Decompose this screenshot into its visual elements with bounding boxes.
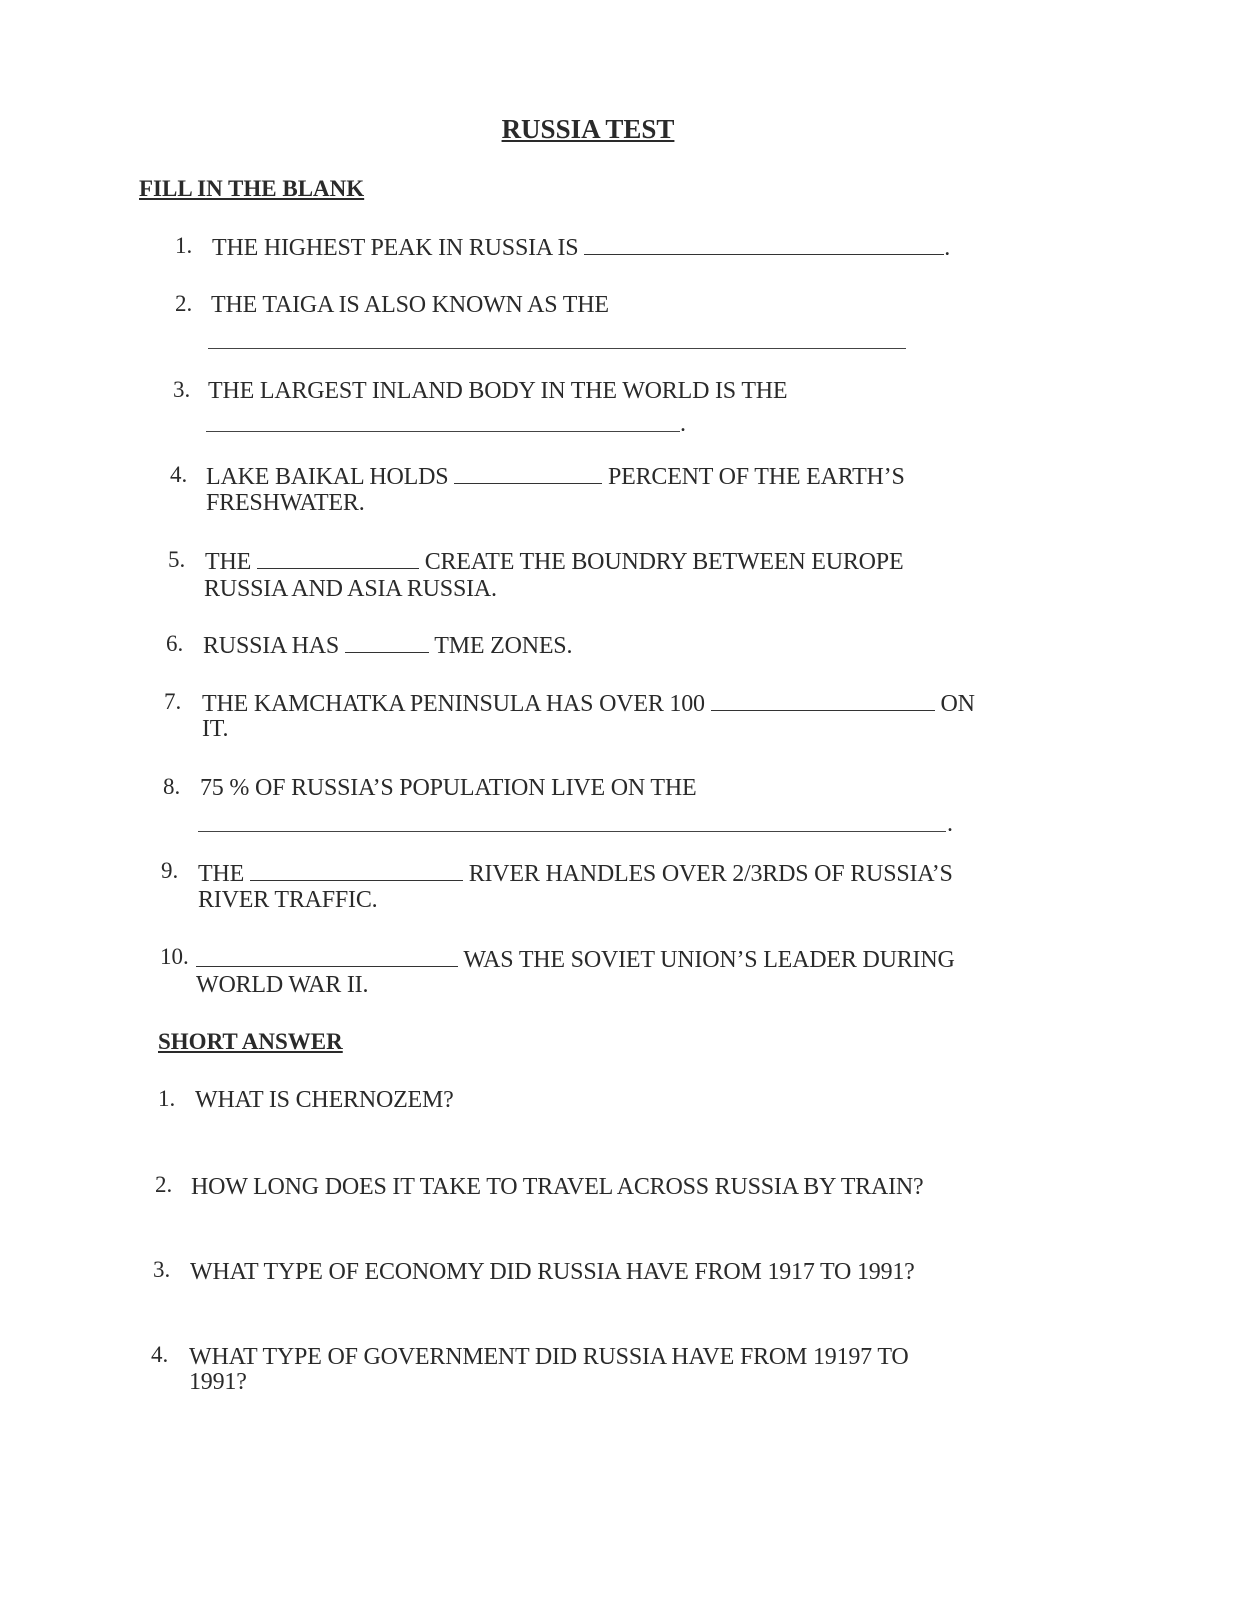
question-5-text-cont: RUSSIA AND ASIA RUSSIA. xyxy=(204,576,497,602)
short-answer-2-text: HOW LONG DOES IT TAKE TO TRAVEL ACROSS RUSSIA BY TRAIN? xyxy=(191,1174,924,1200)
answer-blank[interactable] xyxy=(454,463,602,484)
question-number: 7. xyxy=(164,689,182,714)
question-7-text-cont: IT. xyxy=(202,716,229,742)
question-number: 8. xyxy=(163,774,181,799)
short-answer-3-text: WHAT TYPE OF ECONOMY DID RUSSIA HAVE FROM 1917 TO 1991? xyxy=(190,1259,915,1285)
question-text: TME ZONES. xyxy=(434,633,573,659)
question-number: 4. xyxy=(151,1342,169,1367)
question-number: 9. xyxy=(161,858,179,883)
question-text: PERCENT OF THE EARTH’S xyxy=(607,464,905,490)
question-number: 2. xyxy=(155,1172,173,1197)
question-10-text xyxy=(196,946,955,973)
question-number: 1. xyxy=(175,233,193,258)
answer-blank[interactable] xyxy=(257,548,419,569)
section-heading-short-answer: SHORT ANSWER xyxy=(158,1029,343,1054)
answer-blank[interactable] xyxy=(208,348,906,349)
question-7-text xyxy=(202,690,975,717)
question-8-text: 75 % OF RUSSIA’S POPULATION LIVE ON THE xyxy=(200,775,697,801)
answer-blank[interactable] xyxy=(206,431,680,432)
answer-blank[interactable] xyxy=(198,831,946,832)
question-9-text-cont: RIVER TRAFFIC. xyxy=(198,887,378,913)
question-number: 1. xyxy=(158,1086,176,1111)
question-number: 5. xyxy=(168,547,186,572)
section-heading-fill-in: FILL IN THE BLANK xyxy=(139,176,365,201)
question-1-text xyxy=(212,234,950,261)
question-text: RUSSIA HAS xyxy=(203,633,340,659)
answer-blank[interactable] xyxy=(250,860,463,881)
answer-blank[interactable] xyxy=(711,690,935,711)
question-10-text-cont: WORLD WAR II. xyxy=(196,972,369,998)
question-2-text: THE TAIGA IS ALSO KNOWN AS THE xyxy=(211,292,609,318)
short-answer-4-text: WHAT TYPE OF GOVERNMENT DID RUSSIA HAVE FROM 19197 TO xyxy=(189,1344,909,1370)
short-answer-4-text-cont: 1991? xyxy=(189,1369,247,1395)
question-number: 2. xyxy=(175,291,193,316)
answer-blank[interactable] xyxy=(196,946,458,967)
question-text: THE HIGHEST PEAK IN RUSSIA IS xyxy=(212,235,579,261)
question-3-text: THE LARGEST INLAND BODY IN THE WORLD IS THE xyxy=(208,378,788,404)
question-number: 3. xyxy=(153,1257,171,1282)
period: . xyxy=(680,411,686,437)
question-text: CREATE THE BOUNDRY BETWEEN EUROPE xyxy=(424,549,904,575)
question-number: 3. xyxy=(173,377,191,402)
question-text: THE KAMCHATKA PENINSULA HAS OVER 100 xyxy=(202,691,705,717)
question-number: 10. xyxy=(160,944,189,969)
question-text: RIVER HANDLES OVER 2/3RDS OF RUSSIA’S xyxy=(468,861,953,887)
question-text: ON xyxy=(940,691,975,717)
short-answer-1-text: WHAT IS CHERNOZEM? xyxy=(195,1087,454,1113)
period: . xyxy=(944,235,951,261)
question-9-text xyxy=(198,860,953,887)
question-4-text-cont: FRESHWATER. xyxy=(206,490,365,516)
question-text: WAS THE SOVIET UNION’S LEADER DURING xyxy=(463,947,955,973)
question-number: 6. xyxy=(166,631,184,656)
question-text: LAKE BAIKAL HOLDS xyxy=(206,464,449,490)
period: . xyxy=(947,811,953,837)
answer-blank[interactable] xyxy=(345,632,429,653)
question-5-text xyxy=(205,548,903,575)
question-text: THE xyxy=(205,549,252,575)
answer-blank[interactable] xyxy=(584,234,944,255)
question-6-text xyxy=(203,632,572,659)
page-title: RUSSIA TEST xyxy=(501,114,675,144)
question-4-text xyxy=(206,463,905,490)
question-number: 4. xyxy=(170,462,188,487)
question-text: THE xyxy=(198,861,245,887)
